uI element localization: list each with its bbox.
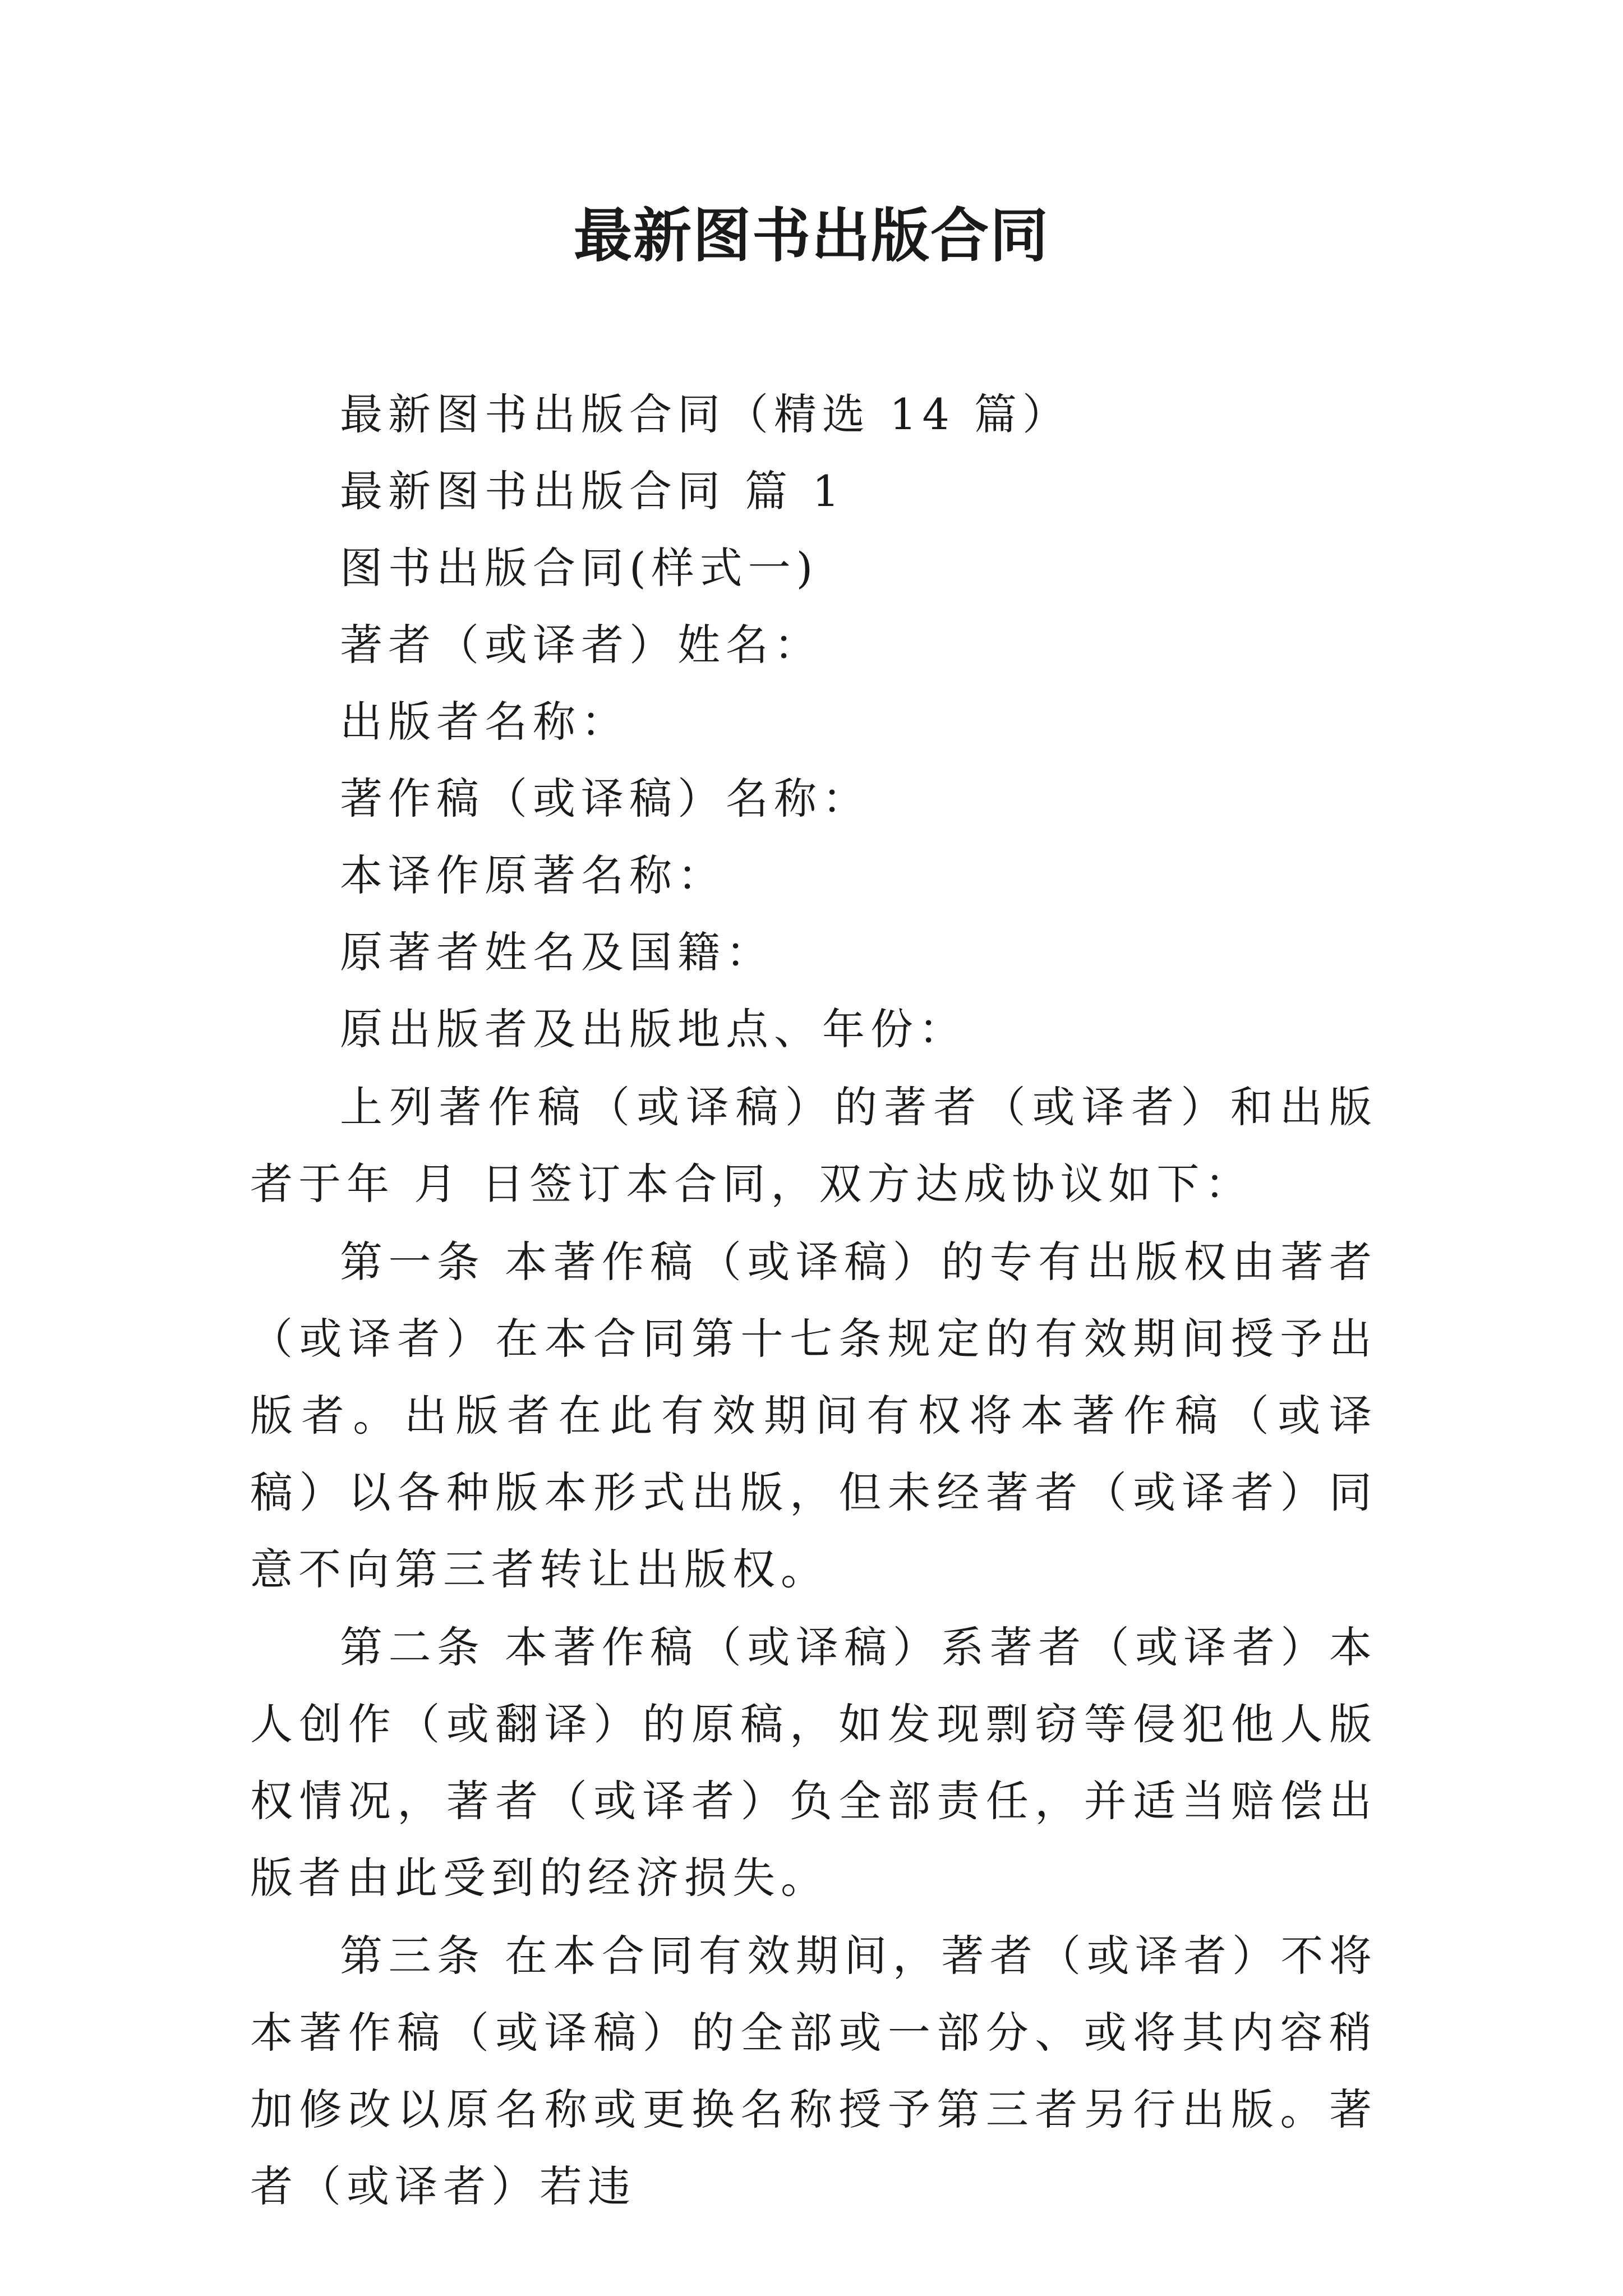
field-author-name: 著者（或译者）姓名： [340,620,822,670]
paragraph-article-3: 第三条 在本合同有效期间，著者（或译者）不将本著作稿（或译稿）的全部或一部分、或将其内容稍加修改以原名称或更换名称授予第三者另行出版。著者（或译者）若违 [250,1931,1377,2211]
paragraph-agreement: 上列著作稿（或译稿）的著者（或译者）和出版者于年 月 日签订本合同，双方达成协议如下： [250,1082,1377,1209]
paragraph-article-1: 第一条 本著作稿（或译稿）的专有出版权由著者（或译者）在本合同第十七条规定的有效期间授予出版者。出版者在此有效期间有权将本著作稿（或译稿）以各种版本形式出版，但未经著者（或译者）同意不向第三者转让出版权。 [250,1237,1377,1594]
field-original-publisher: 原出版者及出版地点、年份： [340,1004,967,1054]
field-original-title: 本译作原著名称： [340,850,726,900]
form-name: 图书出版合同(样式一) [340,543,819,593]
document-subtitle: 最新图书出版合同（精选 14 篇） [340,389,1071,439]
field-original-author: 原著者姓名及国籍： [340,927,774,977]
field-publisher-name: 出版者名称： [340,697,629,747]
paragraph-article-2: 第二条 本著作稿（或译稿）系著者（或译者）本人创作（或翻译）的原稿，如发现剽窃等侵犯他人版权情况，著者（或译者）负全部责任，并适当赔偿出版者由此受到的经济损失。 [250,1622,1377,1903]
chapter-heading: 最新图书出版合同 篇 1 [340,466,845,516]
document-body [250,376,1377,2225]
field-manuscript-name: 著作稿（或译稿）名称： [340,774,870,823]
document-title: 最新图书出版合同 [573,201,1049,270]
